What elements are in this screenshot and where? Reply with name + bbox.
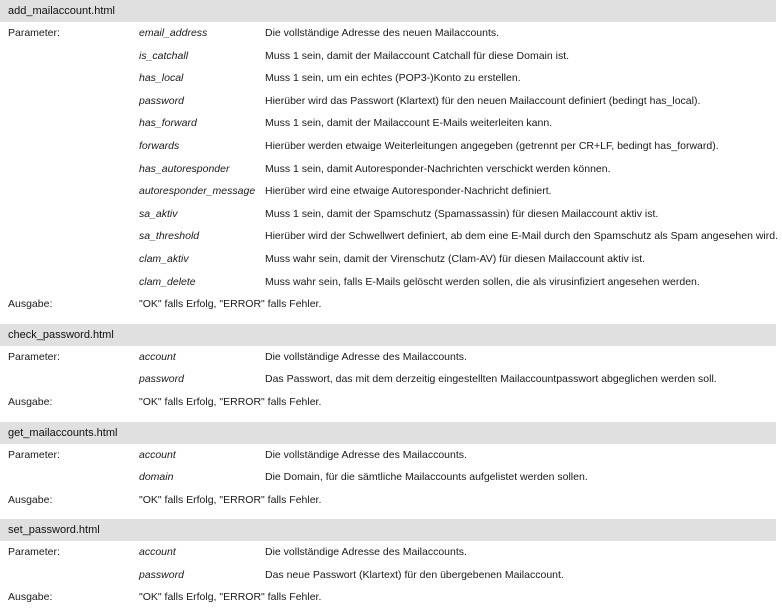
parameter-description: Muss wahr sein, damit der Virenschutz (Clam-AV) für diesen Mailaccount aktiv ist.: [265, 252, 646, 265]
section-gap: [0, 511, 776, 519]
parameter-name: has_forward: [139, 117, 197, 130]
output-value: "OK" falls Erfolg, "ERROR" falls Fehler.: [139, 591, 322, 604]
parameter-row: [0, 466, 776, 489]
output-label: Ausgabe:: [8, 493, 53, 506]
parameter-name: account: [139, 448, 176, 461]
parameter-row: [0, 248, 776, 271]
parameter-description: Muss 1 sein, damit der Mailaccount E-Mails weiterleiten kann.: [265, 117, 553, 130]
parameter-label: Parameter:: [8, 27, 60, 39]
parameter-name: clam_delete: [139, 275, 196, 288]
output-value: "OK" falls Erfolg, "ERROR" falls Fehler.: [139, 395, 322, 408]
endpoint-title: set_password.html: [0, 519, 776, 541]
output-label: Ausgabe:: [8, 395, 53, 408]
parameter-description: Hierüber wird der Schwellwert definiert, ab dem eine E-Mail durch den Spamschutz als Spam angesehen wird.: [265, 230, 778, 243]
parameter-row: [0, 135, 776, 158]
parameter-description: Die Domain, für die sämtliche Mailaccounts aufgelistet werden sollen.: [265, 471, 588, 484]
parameter-description: Hierüber wird eine etwaige Autoresponder-Nachricht definiert.: [265, 185, 552, 198]
parameter-name: account: [139, 546, 176, 559]
parameter-row: [0, 225, 776, 248]
output-row: [0, 293, 776, 316]
parameter-row: [0, 346, 776, 369]
parameter-name: password: [139, 94, 184, 107]
parameter-description: Muss 1 sein, damit der Mailaccount Catchall für diese Domain ist.: [265, 49, 570, 62]
parameter-description: Muss 1 sein, damit Autoresponder-Nachrichten verschickt werden können.: [265, 162, 611, 175]
parameter-row: [0, 368, 776, 391]
endpoint-section: [0, 324, 776, 422]
parameter-description: Das Passwort, das mit dem derzeitig eingestellten Mailaccountpasswort abgeglichen werden soll.: [265, 373, 717, 386]
parameter-row: [0, 112, 776, 135]
parameter-description: Die vollständige Adresse des Mailaccounts.: [265, 546, 467, 559]
output-value: "OK" falls Erfolg, "ERROR" falls Fehler.: [139, 493, 322, 506]
parameter-description: Hierüber wird das Passwort (Klartext) für den neuen Mailaccount definiert (bedingt has_local).: [265, 94, 701, 107]
parameter-description: Hierüber werden etwaige Weiterleitungen angegeben (getrennt per CR+LF, bedingt has_forward).: [265, 139, 719, 152]
output-row: [0, 489, 776, 512]
endpoint-title: add_mailaccount.html: [0, 0, 776, 22]
parameter-name: sa_threshold: [139, 230, 200, 243]
output-label: Ausgabe:: [8, 591, 53, 604]
parameter-row: [0, 22, 776, 45]
parameter-name: has_local: [139, 72, 184, 85]
parameter-description: Muss 1 sein, damit der Spamschutz (Spamassassin) für diesen Mailaccount aktiv ist.: [265, 207, 659, 220]
parameter-description: Die vollständige Adresse des neuen Mailaccounts.: [265, 27, 500, 39]
parameter-row: [0, 45, 776, 68]
parameter-name: forwards: [139, 139, 180, 152]
output-row: [0, 391, 776, 414]
endpoint-section: [0, 422, 776, 520]
parameter-name: autoresponder_message: [139, 185, 256, 198]
parameter-description: Die vollständige Adresse des Mailaccounts.: [265, 448, 467, 461]
parameter-description: Muss 1 sein, um ein echtes (POP3-)Konto zu erstellen.: [265, 72, 521, 85]
parameter-name: domain: [139, 471, 174, 484]
output-row: [0, 586, 776, 609]
section-gap: [0, 414, 776, 422]
output-label: Ausgabe:: [8, 298, 53, 311]
parameter-row: [0, 67, 776, 90]
parameter-row: [0, 90, 776, 113]
endpoint-title: get_mailaccounts.html: [0, 422, 776, 444]
parameter-name: password: [139, 373, 184, 386]
parameter-row: [0, 203, 776, 226]
parameter-name: has_autoresponder: [139, 162, 230, 175]
parameter-label: Parameter:: [8, 350, 60, 363]
parameter-row: [0, 158, 776, 181]
parameter-row: [0, 564, 776, 587]
parameter-name: sa_aktiv: [139, 207, 178, 220]
output-value: "OK" falls Erfolg, "ERROR" falls Fehler.: [139, 298, 322, 311]
parameter-row: [0, 541, 776, 564]
section-gap: [0, 316, 776, 324]
parameter-name: email_address: [139, 27, 208, 39]
parameter-description: Die vollständige Adresse des Mailaccounts.: [265, 350, 467, 363]
parameter-row: [0, 444, 776, 467]
parameter-description: Muss wahr sein, falls E-Mails gelöscht werden sollen, die als virusinfiziert angesehen werden.: [265, 275, 700, 288]
parameter-row: [0, 271, 776, 294]
parameter-name: account: [139, 350, 176, 363]
endpoint-title: check_password.html: [0, 324, 776, 346]
parameter-row: [0, 180, 776, 203]
parameter-name: password: [139, 568, 184, 581]
parameter-name: clam_aktiv: [139, 252, 189, 265]
parameter-description: Das neue Passwort (Klartext) für den übergebenen Mailaccount.: [265, 568, 564, 581]
parameter-name: is_catchall: [139, 49, 189, 62]
parameter-label: Parameter:: [8, 448, 60, 461]
parameter-label: Parameter:: [8, 546, 60, 559]
endpoint-section: [0, 519, 776, 609]
